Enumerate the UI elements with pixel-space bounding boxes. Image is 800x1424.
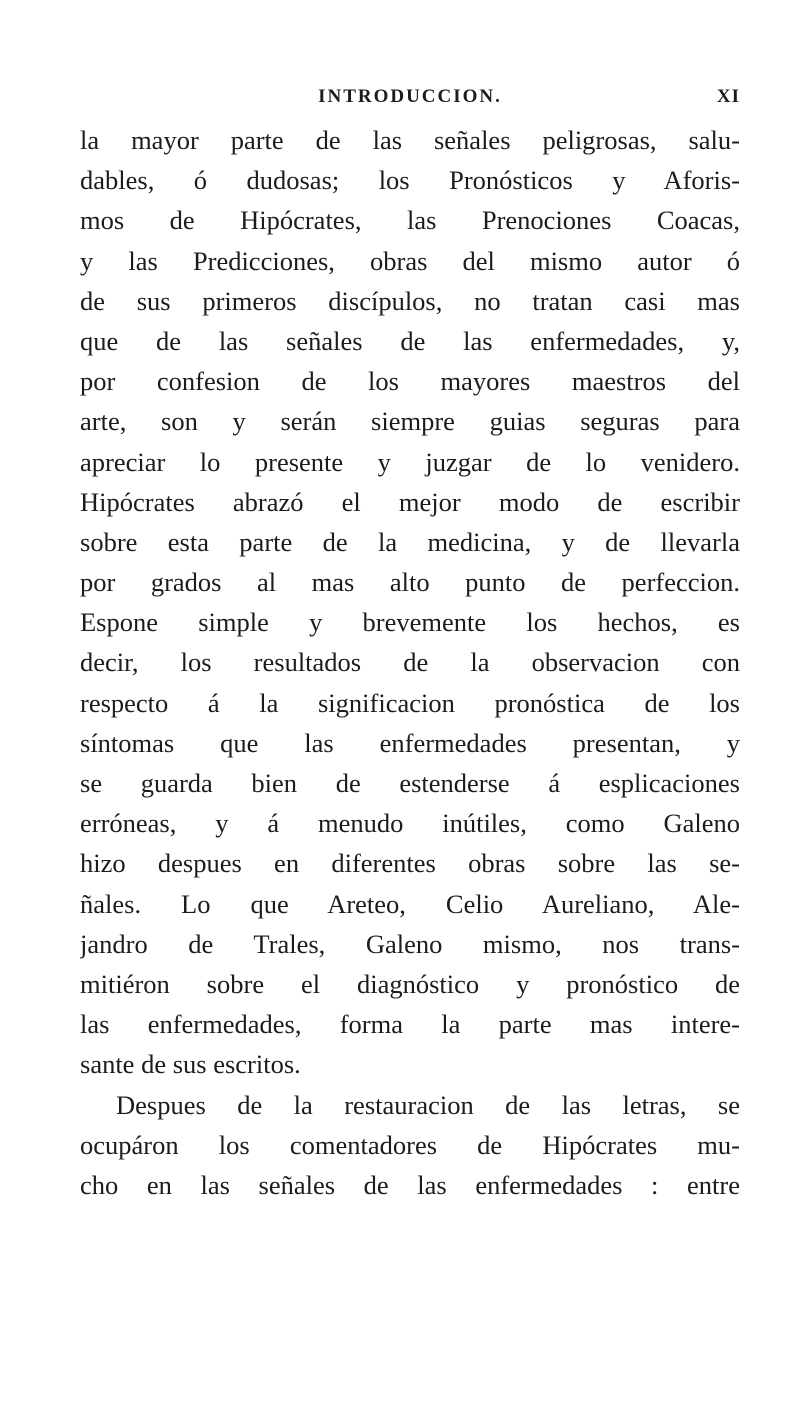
- text-line: decir, los resultados de la observacion con: [80, 647, 740, 678]
- text-line: jandro de Trales, Galeno mismo, nos trans-: [80, 928, 740, 959]
- text-line: respecto á la significacion pronóstica de los: [80, 687, 740, 718]
- text-line: ñales. Lo que Areteo, Celio Aureliano, Ale-: [80, 888, 740, 919]
- text-line: síntomas que las enfermedades presentan, y: [80, 727, 740, 758]
- text-line: Espone simple y brevemente los hechos, es: [80, 607, 740, 638]
- text-line: la mayor parte de las señales peligrosas, salu-: [80, 125, 740, 155]
- text-line: por grados al mas alto punto de perfeccion.: [80, 567, 740, 598]
- text-line: por confesion de los mayores maestros del: [80, 366, 740, 397]
- text-line: de sus primeros discípulos, no tratan casi mas: [80, 285, 740, 316]
- text-line: arte, son y serán siempre guias seguras para: [80, 406, 740, 437]
- page-number: XI: [716, 86, 740, 107]
- text-line: mitiéron sobre el diagnóstico y pronóstico de: [80, 968, 740, 999]
- text-line: erróneas, y á menudo inútiles, como Galeno: [80, 808, 740, 839]
- body-text: [80, 120, 740, 1205]
- text-line: mos de Hipócrates, las Prenociones Coacas,: [80, 205, 740, 236]
- text-line: sobre esta parte de la medicina, y de llevarla: [80, 526, 740, 557]
- text-line: ocupáron los comentadores de Hipócrates mu-: [80, 1129, 740, 1160]
- text-line: Hipócrates abrazó el mejor modo de escribir: [80, 486, 740, 517]
- text-line: y las Predicciones, obras del mismo autor ó: [80, 245, 740, 276]
- text-line: que de las señales de las enfermedades, y,: [80, 325, 740, 356]
- running-head: [80, 86, 740, 116]
- text-line: hizo despues en diferentes obras sobre las se-: [80, 848, 740, 879]
- running-head-title: INTRODUCCION.: [318, 86, 502, 107]
- text-line: apreciar lo presente y juzgar de lo venidero.: [80, 446, 740, 477]
- paragraph-start-line: Despues de la restauracion de las letras, se: [116, 1089, 740, 1120]
- text-line: dables, ó dudosas; los Pronósticos y Aforis-: [80, 165, 740, 196]
- paragraph-end-line: sante de sus escritos.: [80, 1049, 301, 1080]
- text-line: cho en las señales de las enfermedades : entre: [80, 1169, 740, 1200]
- text-line: se guarda bien de estenderse á esplicaciones: [80, 768, 740, 798]
- text-line: las enfermedades, forma la parte mas intere-: [80, 1009, 740, 1040]
